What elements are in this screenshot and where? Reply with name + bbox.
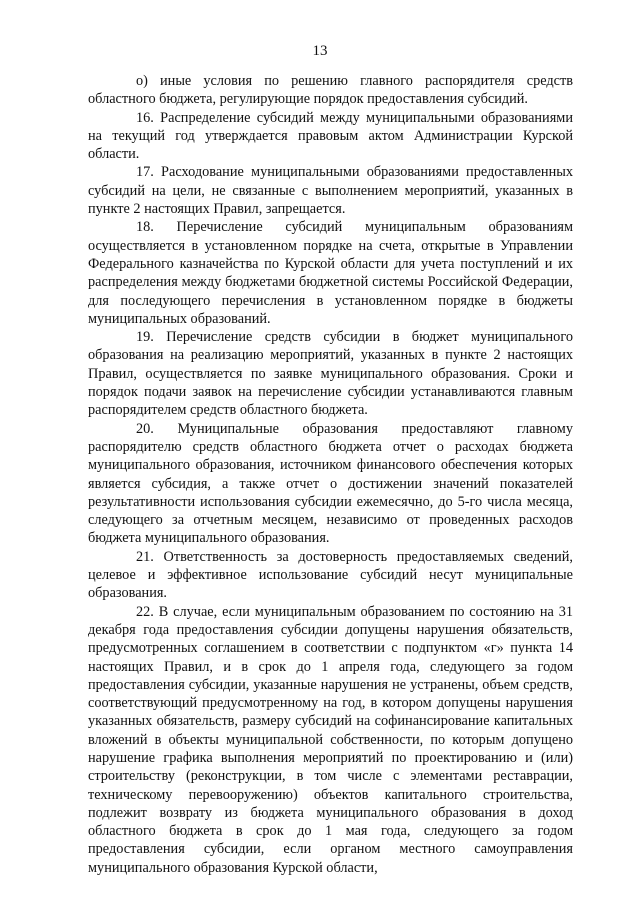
page-number: 13: [312, 43, 328, 59]
paragraph-18: 18. Перечисление субсидий муниципальным образованиям осуществляется в установленном порядке на счета, открытые в Управлении Федерального казначейства по Курской области для учета поступлений и их распределения между бюджетами бюджетной системы Российской Федерации, для последующего перечисления в установленном порядке в бюджеты муниципальных образований.: [88, 219, 573, 327]
paragraph-16: 16. Распределение субсидий между муниципальными образованиями на текущий год утверждается правовым актом Администрации Курской области.: [88, 109, 573, 163]
document-body: [88, 72, 573, 877]
paragraph-22: 22. В случае, если муниципальным образованием по состоянию на 31 декабря года предоставления субсидии допущены нарушения обязательств, предусмотренных соглашением в соответствии с подпунктом «г» пункта 14 настоящих Правил, и в срок до 1 апреля года, следующего за годом предоставления субсидии, указанные нарушения не устранены, объем средств, соответствующий предусмотренному на год, в котором допущены нарушения указанных обязательств, размеру субсидий на софинансирование капитальных вложений в объекты муниципальной собственности, по которым допущено нарушение графика выполнения мероприятий по проектированию и (или) строительству (реконструкции, в том числе с элементами реставрации, техническому перевооружению) объектов капитального строительства, подлежит возврату из бюджета муниципального образования в доход областного бюджета в срок до 1 мая года, следующего за годом предоставления субсидии, если органом местного самоуправления муниципального образования Курской области,: [88, 603, 573, 876]
paragraph-o: о) иные условия по решению главного распорядителя средств областного бюджета, регулирующие порядок предоставления субсидий.: [88, 73, 573, 108]
paragraph-19: 19. Перечисление средств субсидии в бюджет муниципального образования на реализацию мероприятий, указанных в пункте 2 настоящих Правил, осуществляется по заявке муниципального образования. Сроки и порядок подачи заявок на перечисление субсидии устанавливаются главным распорядителем средств областного бюджета.: [88, 329, 573, 419]
paragraph-21: 21. Ответственность за достоверность предоставляемых сведений, целевое и эффективное использование субсидий несут муниципальные образования.: [88, 548, 573, 602]
paragraph-20: 20. Муниципальные образования предоставляют главному распорядителю средств областного бюджета отчет о расходах бюджета муниципального образования, источником финансового обеспечения которых является субсидия, а также отчет о достижении значений показателей результативности использования субсидии ежемесячно, до 5-го числа месяца, следующего за отчетным месяцем, независимо от проведенных расходов бюджета муниципального образования.: [88, 420, 573, 547]
paragraph-17: 17. Расходование муниципальными образованиями предоставленных субсидий на цели, не связанные с выполнением мероприятий, указанных в пункте 2 настоящих Правил, запрещается.: [88, 164, 573, 218]
